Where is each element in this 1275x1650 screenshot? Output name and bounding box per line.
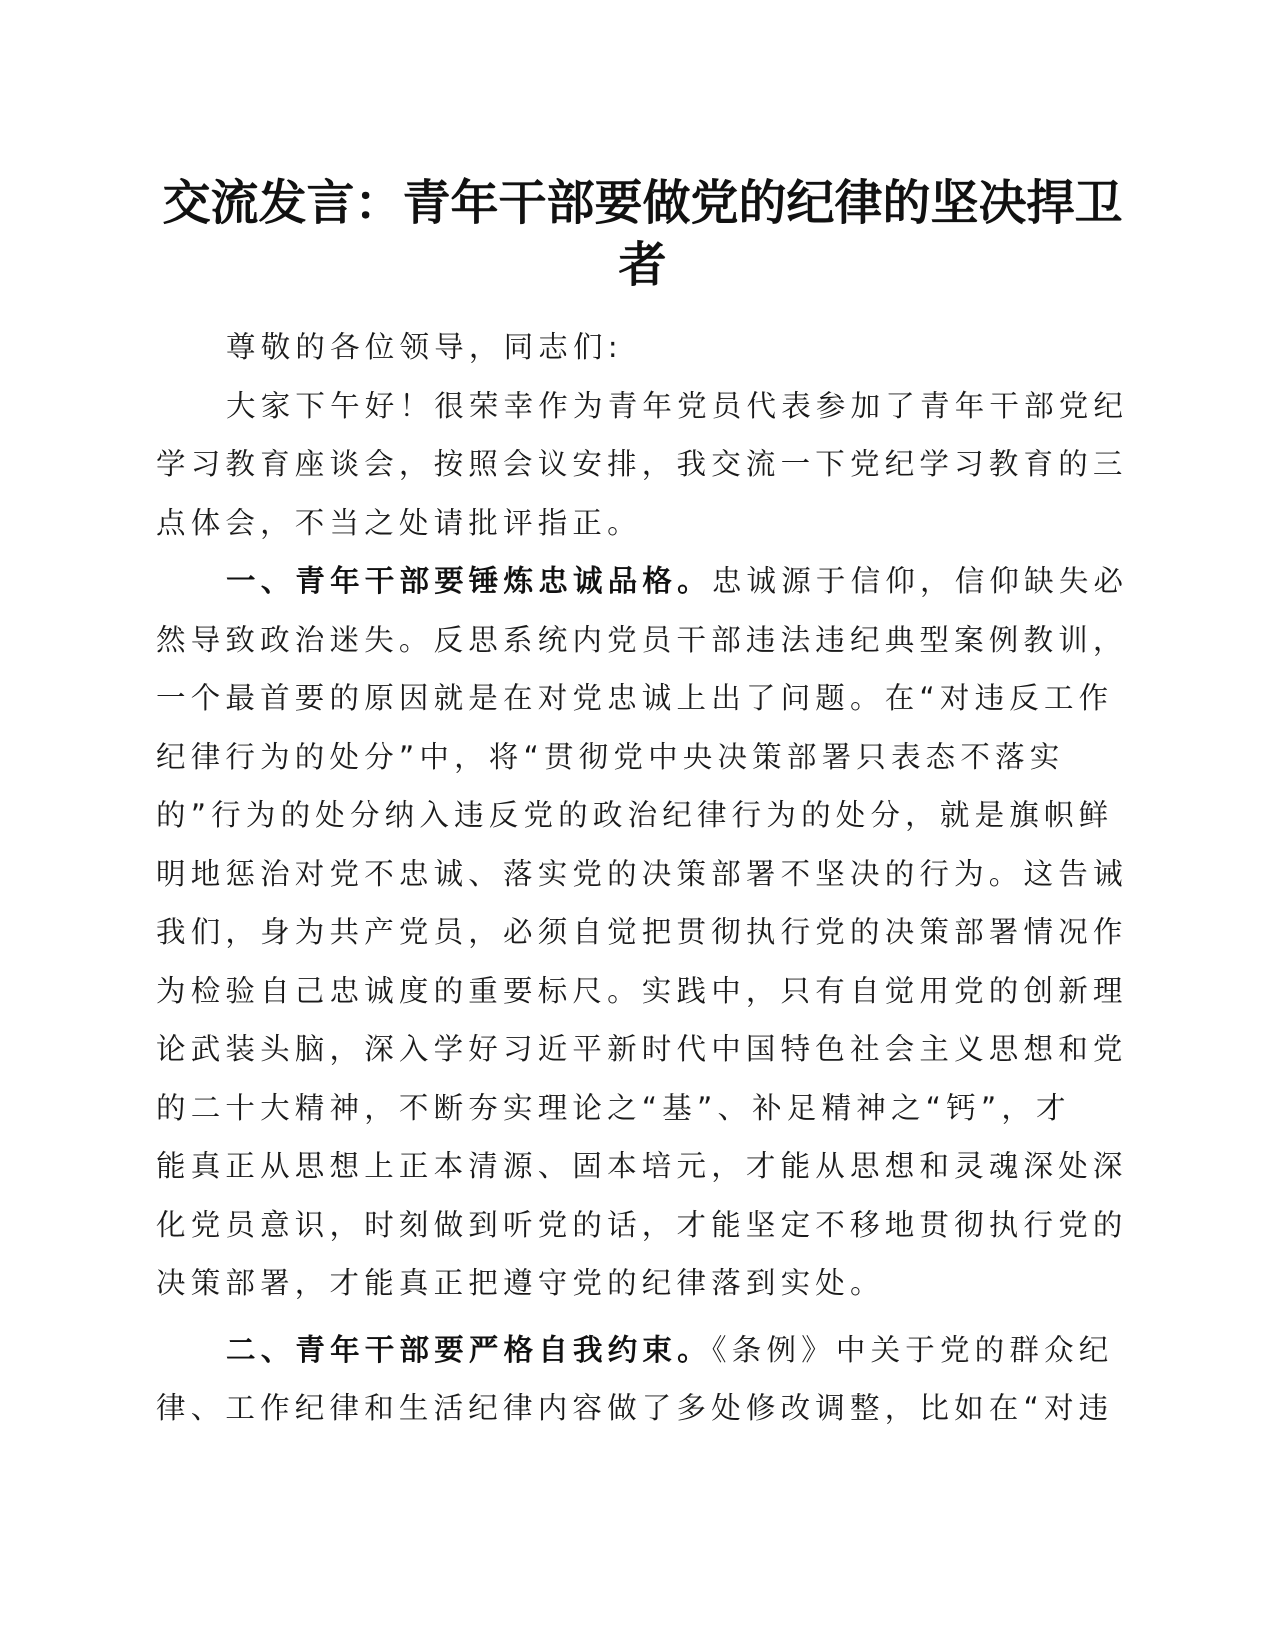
section2-first-line bbox=[156, 1321, 1114, 1380]
document-title bbox=[150, 172, 1135, 296]
section2-heading: 二、青年干部要严格自我约束。 bbox=[226, 1332, 712, 1367]
document-body bbox=[156, 318, 1129, 1438]
section1-heading: 一、青年干部要锤炼忠诚品格。 bbox=[226, 564, 712, 598]
section1-line: 能真正从思想上正本清源、固本培元，才能从思想和灵魂深处深 bbox=[156, 1149, 1128, 1183]
section2-line: 律、工作纪律和生活纪律内容做了多处修改调整，比如在“对违 bbox=[156, 1391, 1114, 1425]
section1-line: 的二十大精神，不断夯实理论之“基”、补足精神之“钙”，才 bbox=[156, 1090, 1071, 1125]
section2-first-line-text: 《条例》中关于党的群众纪 bbox=[711, 1332, 1114, 1367]
intro-line: 点体会，不当之处请批评指正。 bbox=[156, 505, 642, 540]
section1-line: 为检验自己忠诚度的重要标尺。实践中，只有自觉用党的创新理 bbox=[156, 973, 1128, 1008]
section1-line: 化党员意识，时刻做到听党的话，才能坚定不移地贯彻执行党的 bbox=[156, 1207, 1128, 1242]
section1-line: 一个最首要的原因就是在对党忠诚上出了问题。在“对违反工作 bbox=[156, 681, 1114, 715]
section1-line: 论武装头脑，深入学好习近平新时代中国特色社会主义思想和党 bbox=[156, 1032, 1128, 1066]
section1-line: 决策部署，才能真正把遵守党的纪律落到实处。 bbox=[156, 1266, 885, 1300]
greeting: 尊敬的各位领导，同志们: bbox=[226, 330, 623, 364]
section1-first-line-text: 忠诚源于信仰，信仰缺失必 bbox=[711, 564, 1129, 598]
intro-line: 大家下午好！很荣幸作为青年党员代表参加了青年干部党纪 bbox=[226, 388, 1129, 423]
section1-line: 然导致政治迷失。反思系统内党员干部违法违纪典型案例教训， bbox=[156, 622, 1128, 657]
paragraph-gap bbox=[156, 1313, 1096, 1321]
section1-line: 的”行为的处分纳入违反党的政治纪律行为的处分，就是旗帜鲜 bbox=[156, 798, 1114, 832]
section1-line: 我们，身为共产党员，必须自觉把贯彻执行党的决策部署情况作 bbox=[156, 915, 1128, 949]
section1-line: 明地惩治对党不忠诚、落实党的决策部署不坚决的行为。这告诫 bbox=[156, 856, 1128, 891]
section1-line: 纪律行为的处分”中，将“贯彻党中央决策部署只表态不落实 bbox=[156, 739, 1065, 774]
section1-first-line bbox=[156, 552, 1129, 611]
title-line-2: 者 bbox=[618, 237, 667, 293]
title-line-1: 交流发言：青年干部要做党的纪律的坚决捍卫 bbox=[162, 175, 1123, 231]
intro-line: 学习教育座谈会，按照会议安排，我交流一下党纪学习教育的三 bbox=[156, 447, 1128, 481]
